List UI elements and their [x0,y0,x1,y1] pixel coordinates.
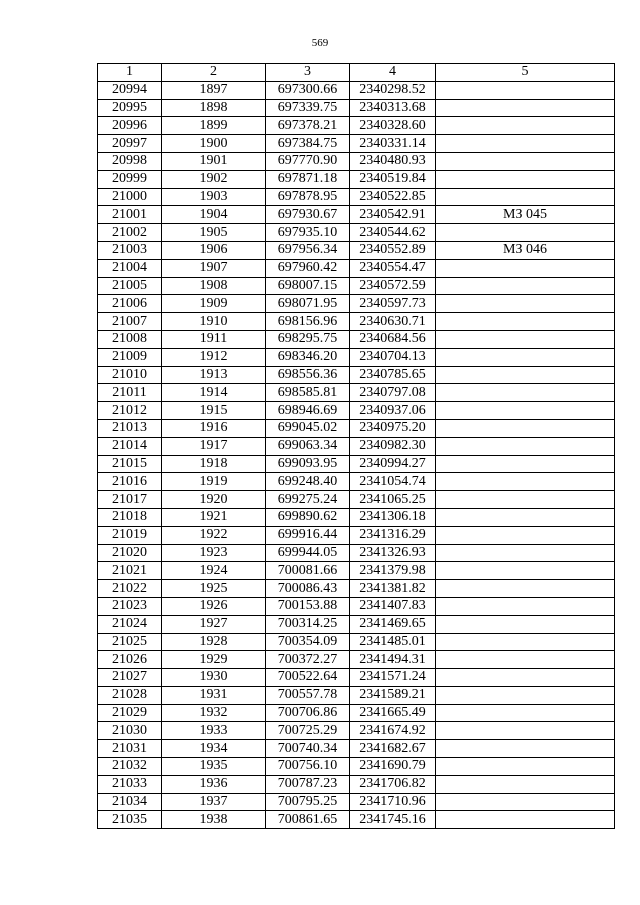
number-cell: 1904 [162,206,266,224]
table-header [98,64,615,82]
y-coordinate-cell: 2340785.65 [350,366,436,384]
x-coordinate-cell: 700795.25 [266,793,350,811]
point-id-cell: 21020 [98,544,162,562]
point-id-cell: 21031 [98,740,162,758]
table-row [98,224,615,242]
x-coordinate-cell: 699045.02 [266,419,350,437]
y-coordinate-cell: 2340994.27 [350,455,436,473]
y-coordinate-cell: 2341589.21 [350,686,436,704]
y-coordinate-cell: 2340572.59 [350,277,436,295]
note-cell [436,437,615,455]
x-coordinate-cell: 700372.27 [266,651,350,669]
note-cell [436,330,615,348]
x-coordinate-cell: 697935.10 [266,224,350,242]
note-cell [436,117,615,135]
y-coordinate-cell: 2340797.08 [350,384,436,402]
table-row [98,99,615,117]
note-cell [436,686,615,704]
table-row [98,473,615,491]
table-row [98,704,615,722]
x-coordinate-cell: 700861.65 [266,811,350,829]
number-cell: 1912 [162,348,266,366]
table-row [98,633,615,651]
x-coordinate-cell: 700081.66 [266,562,350,580]
point-id-cell: 20998 [98,152,162,170]
number-cell: 1897 [162,81,266,99]
x-coordinate-cell: 697960.42 [266,259,350,277]
x-coordinate-cell: 699944.05 [266,544,350,562]
y-coordinate-cell: 2341065.25 [350,491,436,509]
table-row [98,241,615,259]
y-coordinate-cell: 2341306.18 [350,508,436,526]
number-cell: 1902 [162,170,266,188]
note-cell [436,704,615,722]
x-coordinate-cell: 697300.66 [266,81,350,99]
y-coordinate-cell: 2341494.31 [350,651,436,669]
x-coordinate-cell: 698071.95 [266,295,350,313]
number-cell: 1928 [162,633,266,651]
note-cell [436,99,615,117]
coordinates-table [97,63,615,829]
y-coordinate-cell: 2340975.20 [350,419,436,437]
number-cell: 1932 [162,704,266,722]
x-coordinate-cell: 700725.29 [266,722,350,740]
y-coordinate-cell: 2341381.82 [350,580,436,598]
y-coordinate-cell: 2340522.85 [350,188,436,206]
note-cell [436,81,615,99]
note-cell [436,259,615,277]
point-id-cell: 21026 [98,651,162,669]
x-coordinate-cell: 699916.44 [266,526,350,544]
number-cell: 1922 [162,526,266,544]
point-id-cell: 21027 [98,669,162,687]
column-header-2: 2 [162,64,266,82]
point-id-cell: 21035 [98,811,162,829]
y-coordinate-cell: 2340630.71 [350,313,436,331]
note-cell [436,473,615,491]
point-id-cell: 21033 [98,775,162,793]
note-cell [436,170,615,188]
point-id-cell: 21021 [98,562,162,580]
note-cell [436,740,615,758]
point-id-cell: 20997 [98,135,162,153]
x-coordinate-cell: 697956.34 [266,241,350,259]
note-cell [436,544,615,562]
point-id-cell: 21009 [98,348,162,366]
x-coordinate-cell: 698585.81 [266,384,350,402]
table-body [98,81,615,828]
x-coordinate-cell: 699248.40 [266,473,350,491]
table-row [98,259,615,277]
note-cell [436,526,615,544]
table-row [98,580,615,598]
note-cell [436,491,615,509]
table-row [98,152,615,170]
table-row [98,348,615,366]
point-id-cell: 21005 [98,277,162,295]
y-coordinate-cell: 2341485.01 [350,633,436,651]
x-coordinate-cell: 700086.43 [266,580,350,598]
note-cell [436,295,615,313]
y-coordinate-cell: 2340519.84 [350,170,436,188]
x-coordinate-cell: 698295.75 [266,330,350,348]
table-row [98,330,615,348]
y-coordinate-cell: 2341469.65 [350,615,436,633]
y-coordinate-cell: 2341379.98 [350,562,436,580]
point-id-cell: 21034 [98,793,162,811]
point-id-cell: 21008 [98,330,162,348]
table-row [98,277,615,295]
table-row [98,437,615,455]
point-id-cell: 21025 [98,633,162,651]
y-coordinate-cell: 2341326.93 [350,544,436,562]
note-cell: МЗ 046 [436,241,615,259]
point-id-cell: 21023 [98,597,162,615]
header-row [98,64,615,82]
point-id-cell: 21030 [98,722,162,740]
point-id-cell: 21028 [98,686,162,704]
number-cell: 1914 [162,384,266,402]
point-id-cell: 21024 [98,615,162,633]
note-cell [436,669,615,687]
note-cell [436,455,615,473]
table-row [98,651,615,669]
note-cell [436,402,615,420]
y-coordinate-cell: 2341745.16 [350,811,436,829]
y-coordinate-cell: 2340542.91 [350,206,436,224]
y-coordinate-cell: 2340937.06 [350,402,436,420]
x-coordinate-cell: 699063.34 [266,437,350,455]
note-cell [436,562,615,580]
x-coordinate-cell: 698556.36 [266,366,350,384]
point-id-cell: 21002 [98,224,162,242]
note-cell [436,384,615,402]
x-coordinate-cell: 700522.64 [266,669,350,687]
point-id-cell: 21016 [98,473,162,491]
x-coordinate-cell: 700706.86 [266,704,350,722]
number-cell: 1913 [162,366,266,384]
number-cell: 1909 [162,295,266,313]
y-coordinate-cell: 2341316.29 [350,526,436,544]
note-cell [436,366,615,384]
x-coordinate-cell: 698007.15 [266,277,350,295]
number-cell: 1918 [162,455,266,473]
number-cell: 1898 [162,99,266,117]
note-cell [436,615,615,633]
note-cell [436,597,615,615]
x-coordinate-cell: 700557.78 [266,686,350,704]
number-cell: 1923 [162,544,266,562]
number-cell: 1917 [162,437,266,455]
note-cell [436,277,615,295]
y-coordinate-cell: 2341690.79 [350,758,436,776]
point-id-cell: 21003 [98,241,162,259]
point-id-cell: 20996 [98,117,162,135]
number-cell: 1903 [162,188,266,206]
number-cell: 1926 [162,597,266,615]
table-row [98,384,615,402]
table-row [98,313,615,331]
number-cell: 1920 [162,491,266,509]
point-id-cell: 21029 [98,704,162,722]
x-coordinate-cell: 698156.96 [266,313,350,331]
note-cell [436,188,615,206]
note-cell [436,775,615,793]
table-row [98,669,615,687]
note-cell [436,313,615,331]
table-row [98,686,615,704]
point-id-cell: 21019 [98,526,162,544]
point-id-cell: 21006 [98,295,162,313]
point-id-cell: 21001 [98,206,162,224]
point-id-cell: 21017 [98,491,162,509]
y-coordinate-cell: 2341682.67 [350,740,436,758]
table-row [98,188,615,206]
table-row [98,722,615,740]
number-cell: 1938 [162,811,266,829]
note-cell [436,722,615,740]
table-row [98,544,615,562]
point-id-cell: 21022 [98,580,162,598]
y-coordinate-cell: 2340298.52 [350,81,436,99]
number-cell: 1907 [162,259,266,277]
y-coordinate-cell: 2341407.83 [350,597,436,615]
number-cell: 1910 [162,313,266,331]
x-coordinate-cell: 700153.88 [266,597,350,615]
y-coordinate-cell: 2340704.13 [350,348,436,366]
table-row [98,615,615,633]
point-id-cell: 21010 [98,366,162,384]
y-coordinate-cell: 2340982.30 [350,437,436,455]
x-coordinate-cell: 697770.90 [266,152,350,170]
table-row [98,740,615,758]
table-row [98,117,615,135]
page-number: 569 [311,37,329,49]
number-cell: 1908 [162,277,266,295]
y-coordinate-cell: 2340480.93 [350,152,436,170]
point-id-cell: 21004 [98,259,162,277]
x-coordinate-cell: 699275.24 [266,491,350,509]
number-cell: 1921 [162,508,266,526]
x-coordinate-cell: 700740.34 [266,740,350,758]
note-cell [436,348,615,366]
number-cell: 1919 [162,473,266,491]
x-coordinate-cell: 697871.18 [266,170,350,188]
y-coordinate-cell: 2340552.89 [350,241,436,259]
table-row [98,419,615,437]
table-row [98,170,615,188]
number-cell: 1930 [162,669,266,687]
column-header-5: 5 [436,64,615,82]
x-coordinate-cell: 697384.75 [266,135,350,153]
y-coordinate-cell: 2341706.82 [350,775,436,793]
table-row [98,81,615,99]
column-header-1: 1 [98,64,162,82]
table-row [98,508,615,526]
y-coordinate-cell: 2341710.96 [350,793,436,811]
number-cell: 1900 [162,135,266,153]
x-coordinate-cell: 698346.20 [266,348,350,366]
note-cell [436,758,615,776]
point-id-cell: 21013 [98,419,162,437]
number-cell: 1933 [162,722,266,740]
y-coordinate-cell: 2340544.62 [350,224,436,242]
number-cell: 1936 [162,775,266,793]
point-id-cell: 21012 [98,402,162,420]
table-row [98,206,615,224]
note-cell [436,651,615,669]
note-cell: МЗ 045 [436,206,615,224]
note-cell [436,152,615,170]
number-cell: 1931 [162,686,266,704]
note-cell [436,633,615,651]
y-coordinate-cell: 2341665.49 [350,704,436,722]
point-id-cell: 21032 [98,758,162,776]
note-cell [436,793,615,811]
number-cell: 1927 [162,615,266,633]
point-id-cell: 21018 [98,508,162,526]
point-id-cell: 21014 [98,437,162,455]
number-cell: 1905 [162,224,266,242]
y-coordinate-cell: 2340554.47 [350,259,436,277]
point-id-cell: 20995 [98,99,162,117]
table-row [98,811,615,829]
y-coordinate-cell: 2340313.68 [350,99,436,117]
table-row [98,366,615,384]
x-coordinate-cell: 700756.10 [266,758,350,776]
number-cell: 1916 [162,419,266,437]
point-id-cell: 21000 [98,188,162,206]
table-row [98,402,615,420]
number-cell: 1934 [162,740,266,758]
x-coordinate-cell: 700314.25 [266,615,350,633]
table-row [98,597,615,615]
number-cell: 1925 [162,580,266,598]
table-row [98,793,615,811]
number-cell: 1937 [162,793,266,811]
number-cell: 1929 [162,651,266,669]
point-id-cell: 21011 [98,384,162,402]
point-id-cell: 20999 [98,170,162,188]
x-coordinate-cell: 699890.62 [266,508,350,526]
number-cell: 1924 [162,562,266,580]
table-row [98,491,615,509]
number-cell: 1915 [162,402,266,420]
number-cell: 1901 [162,152,266,170]
table-row [98,775,615,793]
number-cell: 1906 [162,241,266,259]
column-header-4: 4 [350,64,436,82]
note-cell [436,224,615,242]
x-coordinate-cell: 697930.67 [266,206,350,224]
table-row [98,758,615,776]
note-cell [436,580,615,598]
number-cell: 1935 [162,758,266,776]
y-coordinate-cell: 2341571.24 [350,669,436,687]
number-cell: 1899 [162,117,266,135]
column-header-3: 3 [266,64,350,82]
point-id-cell: 21015 [98,455,162,473]
point-id-cell: 20994 [98,81,162,99]
table-row [98,295,615,313]
table-row [98,562,615,580]
y-coordinate-cell: 2340597.73 [350,295,436,313]
note-cell [436,135,615,153]
table-row [98,455,615,473]
x-coordinate-cell: 697378.21 [266,117,350,135]
y-coordinate-cell: 2340684.56 [350,330,436,348]
x-coordinate-cell: 699093.95 [266,455,350,473]
note-cell [436,508,615,526]
x-coordinate-cell: 700787.23 [266,775,350,793]
table-row [98,526,615,544]
y-coordinate-cell: 2340328.60 [350,117,436,135]
note-cell [436,419,615,437]
y-coordinate-cell: 2341054.74 [350,473,436,491]
x-coordinate-cell: 700354.09 [266,633,350,651]
y-coordinate-cell: 2340331.14 [350,135,436,153]
point-id-cell: 21007 [98,313,162,331]
x-coordinate-cell: 698946.69 [266,402,350,420]
x-coordinate-cell: 697339.75 [266,99,350,117]
number-cell: 1911 [162,330,266,348]
x-coordinate-cell: 697878.95 [266,188,350,206]
note-cell [436,811,615,829]
table-row [98,135,615,153]
y-coordinate-cell: 2341674.92 [350,722,436,740]
